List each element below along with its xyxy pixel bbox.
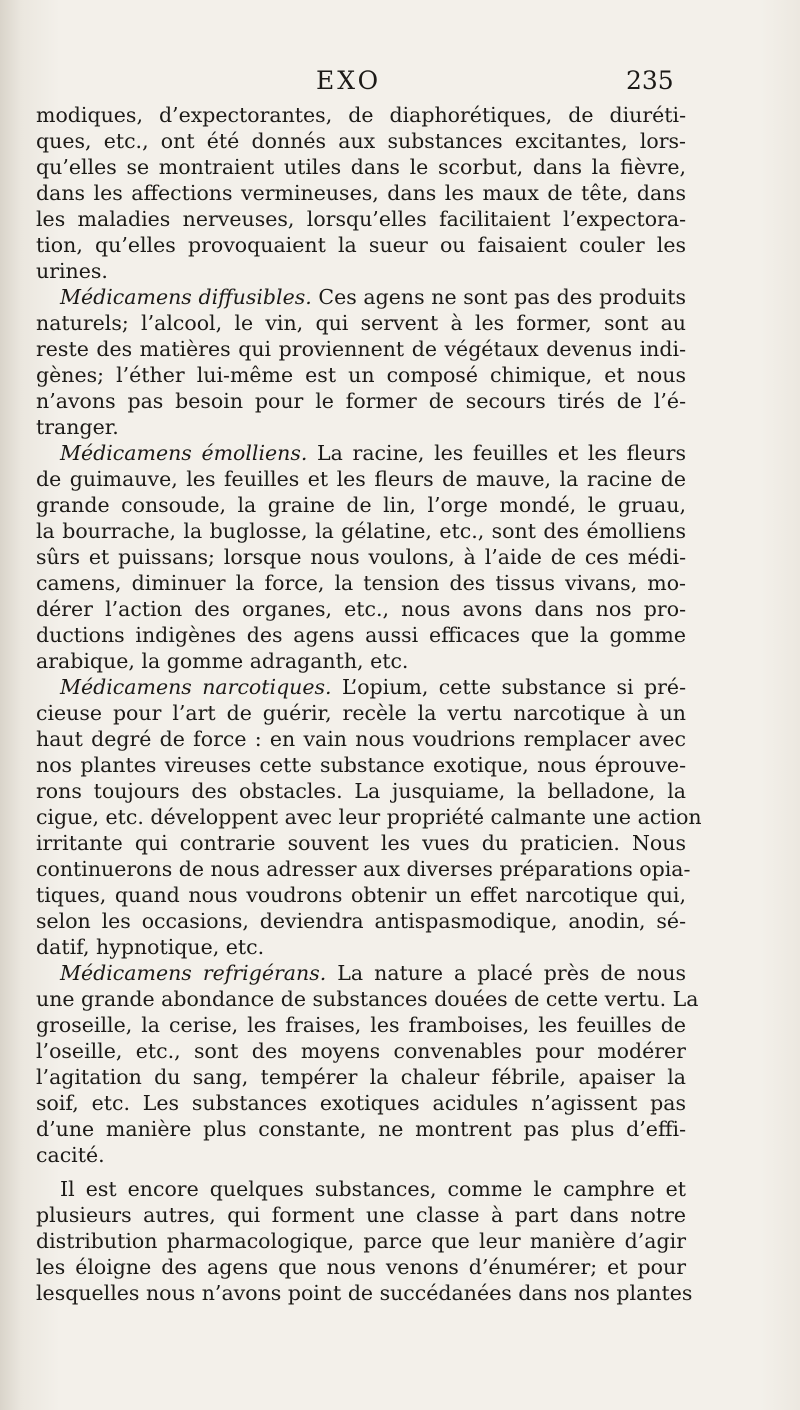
text-line — [36, 466, 686, 492]
text-line — [36, 1142, 686, 1168]
text-line — [36, 206, 686, 232]
text-line — [36, 102, 686, 128]
text-line — [36, 804, 702, 830]
text-line — [36, 726, 686, 752]
text-line — [36, 700, 686, 726]
line-text: naturels; l’alcool, le vin, qui servent à les former, sont au — [36, 311, 686, 335]
line-text: les maladies nerveuses, lorsqu’elles facilitaient l’expectora- — [36, 207, 686, 231]
running-head: EXO — [316, 66, 382, 95]
line-text: continuerons de nous adresser aux diverses préparations opia- — [36, 857, 691, 881]
line-text: La nature a placé près de nous — [326, 961, 686, 985]
line-text: nos plantes vireuses cette substance exotique, nous éprouve- — [36, 753, 686, 777]
line-text: d’une manière plus constante, ne montrent pas plus d’effi- — [36, 1117, 686, 1141]
text-line — [36, 674, 686, 700]
line-text: sûrs et puissans; lorsque nous voulons, à l’aide de ces médi- — [36, 545, 686, 569]
paragraph — [36, 440, 686, 674]
text-line — [36, 284, 686, 310]
text-line — [36, 232, 686, 258]
text-line — [36, 258, 686, 284]
section-heading-italic: Médicamens diffusibles. — [60, 285, 312, 309]
text-line — [36, 440, 686, 466]
line-text: Ces agens ne sont pas des produits — [311, 285, 686, 309]
text-line — [36, 1176, 686, 1202]
line-text: plusieurs autres, qui forment une classe à part dans notre — [36, 1203, 686, 1227]
line-text: tion, qu’elles provoquaient la sueur ou faisaient couler les — [36, 233, 686, 257]
text-line — [36, 336, 686, 362]
text-line — [36, 882, 686, 908]
page-header — [0, 66, 800, 100]
line-text: datif, hypnotique, etc. — [36, 935, 265, 959]
line-text: haut degré de force : en vain nous voudrions remplacer avec — [36, 727, 686, 751]
line-text: l’oseille, etc., sont des moyens convenables pour modérer — [36, 1039, 686, 1063]
text-line — [36, 492, 686, 518]
line-text: cigue, etc. développent avec leur propriété calmante une action — [36, 805, 702, 829]
paragraph-gap — [36, 1168, 686, 1176]
text-line — [36, 1090, 686, 1116]
text-line — [36, 1280, 693, 1306]
text-line — [36, 570, 686, 596]
text-line — [36, 856, 691, 882]
text-line — [36, 154, 686, 180]
line-text: dans les affections vermineuses, dans les maux de tête, dans — [36, 181, 686, 205]
line-text: dérer l’action des organes, etc., nous avons dans nos pro- — [36, 597, 686, 621]
text-line — [36, 310, 686, 336]
text-line — [36, 622, 686, 648]
line-text: ductions indigènes des agens aussi efficaces que la gomme — [36, 623, 686, 647]
text-line — [36, 362, 686, 388]
line-text: lesquelles nous n’avons point de succédanées dans nos plantes — [36, 1281, 693, 1305]
text-line — [36, 180, 686, 206]
paragraph — [36, 102, 686, 284]
line-text: cieuse pour l’art de guérir, recèle la vertu narcotique à un — [36, 701, 686, 725]
line-text: l’agitation du sang, tempérer la chaleur fébrile, apaiser la — [36, 1065, 686, 1089]
line-text: les éloigne des agens que nous venons d’énumérer; et pour — [36, 1255, 686, 1279]
line-text: tiques, quand nous voudrons obtenir un effet narcotique qui, — [36, 883, 686, 907]
text-line — [36, 752, 686, 778]
section-heading-italic: Médicamens refrigérans. — [60, 961, 327, 985]
line-text: soif, etc. Les substances exotiques acidules n’agissent pas — [36, 1091, 686, 1115]
line-text: gènes; l’éther lui-même est un composé chimique, et nous — [36, 363, 686, 387]
text-line — [36, 1228, 686, 1254]
line-text: une grande abondance de substances douées de cette vertu. La — [36, 987, 699, 1011]
line-text: arabique, la gomme adraganth, etc. — [36, 649, 409, 673]
text-line — [36, 518, 686, 544]
line-text: reste des matières qui proviennent de végétaux devenus indi- — [36, 337, 686, 361]
body-text — [36, 102, 702, 1306]
paragraph — [36, 674, 702, 960]
line-text: grande consoude, la graine de lin, l’orge mondé, le gruau, — [36, 493, 686, 517]
text-line — [36, 986, 699, 1012]
line-text: selon les occasions, deviendra antispasmodique, anodin, sé- — [36, 909, 686, 933]
section-heading-italic: Médicamens narcotiques. — [60, 675, 332, 699]
text-line — [36, 1254, 686, 1280]
paragraph — [36, 284, 686, 440]
text-line — [36, 934, 686, 960]
line-text: la bourrache, la buglosse, la gélatine, etc., sont des émolliens — [36, 519, 686, 543]
text-line — [36, 960, 686, 986]
line-text: urines. — [36, 259, 108, 283]
line-text: modiques, d’expectorantes, de diaphorétiques, de diuréti- — [36, 103, 686, 127]
line-text: qu’elles se montraient utiles dans le scorbut, dans la fièvre, — [36, 155, 686, 179]
line-text: rons toujours des obstacles. La jusquiame, la belladone, la — [36, 779, 686, 803]
line-text: Il est encore quelques substances, comme le camphre et — [60, 1177, 686, 1201]
line-text: n’avons pas besoin pour le former de secours tirés de l’é- — [36, 389, 686, 413]
line-text: groseille, la cerise, les fraises, les framboises, les feuilles de — [36, 1013, 686, 1037]
text-line — [36, 778, 686, 804]
paragraph — [36, 1176, 693, 1306]
text-line — [36, 1038, 686, 1064]
line-text: tranger. — [36, 415, 119, 439]
text-line — [36, 1012, 686, 1038]
line-text: camens, diminuer la force, la tension des tissus vivans, mo- — [36, 571, 686, 595]
text-line — [36, 414, 686, 440]
text-line — [36, 544, 686, 570]
line-text: ques, etc., ont été donnés aux substances excitantes, lors- — [36, 129, 686, 153]
page-number: 235 — [626, 66, 674, 95]
line-text: L’opium, cette substance si pré- — [331, 675, 686, 699]
line-text: La racine, les feuilles et les fleurs — [307, 441, 686, 465]
text-line — [36, 388, 686, 414]
text-line — [36, 908, 686, 934]
text-line — [36, 1116, 686, 1142]
line-text: cacité. — [36, 1143, 105, 1167]
paragraph — [36, 960, 699, 1168]
text-line — [36, 1064, 686, 1090]
line-text: irritante qui contrarie souvent les vues du praticien. Nous — [36, 831, 686, 855]
line-text: de guimauve, les feuilles et les fleurs de mauve, la racine de — [36, 467, 686, 491]
line-text: distribution pharmacologique, parce que leur manière d’agir — [36, 1229, 686, 1253]
section-heading-italic: Médicamens émolliens. — [60, 441, 308, 465]
text-line — [36, 1202, 686, 1228]
text-line — [36, 128, 686, 154]
text-line — [36, 648, 686, 674]
text-line — [36, 830, 686, 856]
text-line — [36, 596, 686, 622]
